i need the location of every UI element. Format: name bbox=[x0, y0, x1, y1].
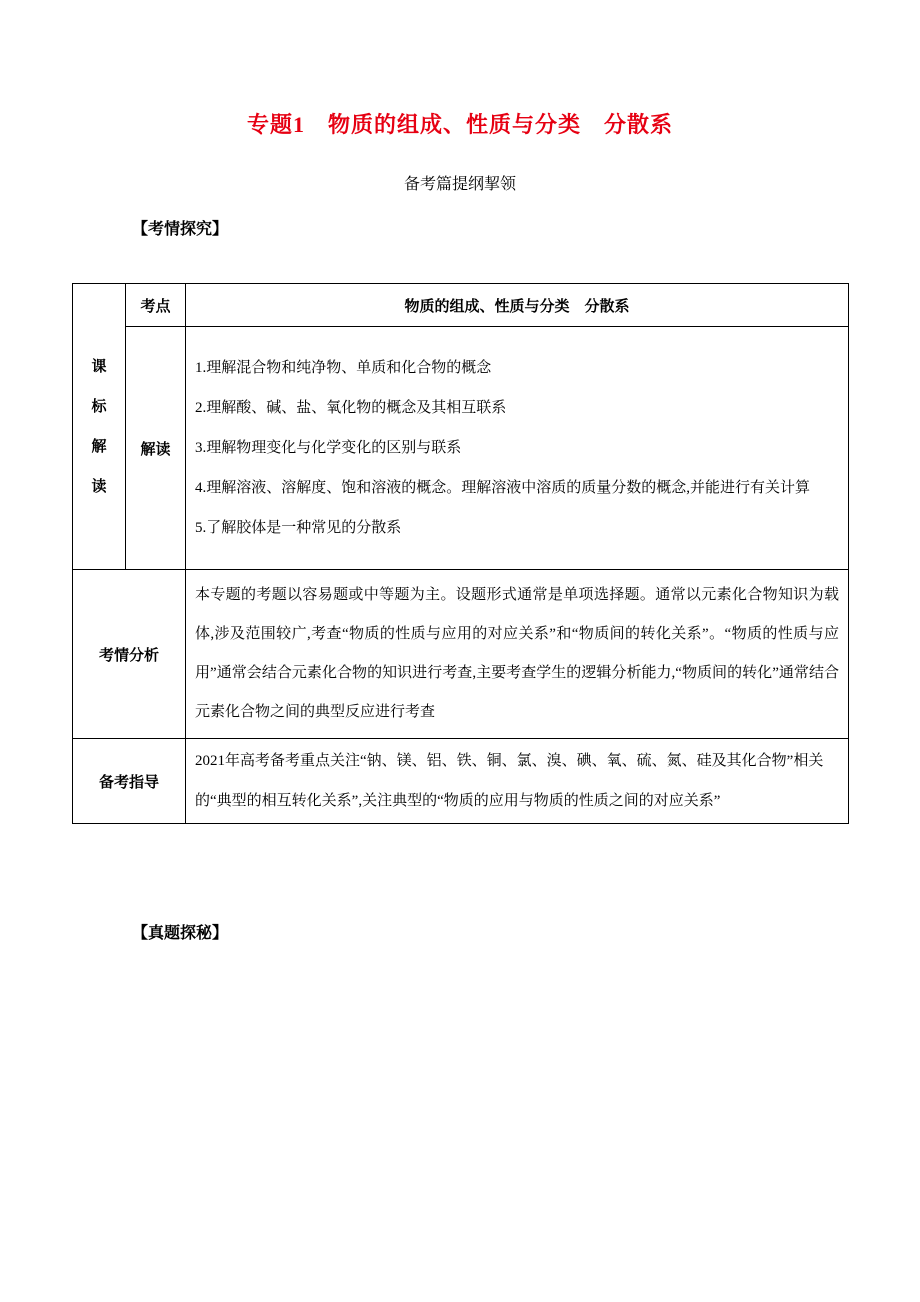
interpretation-list bbox=[187, 344, 847, 552]
exam-analysis-content: 本专题的考题以容易题或中等题为主。设题形式通常是单项选择题。通常以元素化合物知识为载体,涉及范围较广,考查“物质的性质与应用的对应关系”和“物质间的转化关系”。“物质的性质与应用”通常会结合元素化合物的知识进行考查,主要考查学生的逻辑分析能力,“物质间的转化”通常结合元素化合物之间的典型反应进行考查 bbox=[186, 570, 849, 739]
row-label-key-points: 考点 bbox=[126, 284, 186, 327]
page-subtitle: 备考篇提纲挈领 bbox=[403, 176, 516, 193]
section-heading-exam-research: 【考情探究】 bbox=[132, 221, 229, 238]
list-item: 5.了解胶体是一种常见的分散系 bbox=[195, 520, 402, 536]
row-label-exam-analysis: 考情分析 bbox=[73, 570, 186, 739]
row-label-preparation-guidance: 备考指导 bbox=[73, 739, 186, 824]
list-item: 4.理解溶液、溶解度、饱和溶液的概念。理解溶液中溶质的质量分数的概念,并能进行有关计算 bbox=[195, 480, 811, 496]
preparation-guidance-content: 2021年高考备考重点关注“钠、镁、铝、铁、铜、氯、溴、碘、氧、硫、氮、硅及其化合物”相关的“典型的相互转化关系”,关注典型的“物质的应用与物质的性质之间的对应关系” bbox=[186, 739, 849, 824]
row-group-label-curriculum-standard bbox=[73, 284, 126, 570]
exam-analysis-table bbox=[72, 283, 849, 824]
table-row bbox=[73, 570, 849, 739]
row-label-interpretation: 解读 bbox=[126, 327, 186, 570]
section-heading-real-questions: 【真题探秘】 bbox=[132, 925, 229, 942]
key-points-content: 物质的组成、性质与分类 分散系 bbox=[186, 284, 849, 327]
interpretation-content-cell bbox=[186, 327, 849, 570]
row-group-label-text: 课标解读 bbox=[91, 358, 107, 495]
list-item: 3.理解物理变化与化学变化的区别与联系 bbox=[195, 440, 462, 456]
page-title: 专题1 物质的组成、性质与分类 分散系 bbox=[246, 112, 673, 137]
table-row bbox=[73, 284, 849, 327]
list-item: 2.理解酸、碱、盐、氧化物的概念及其相互联系 bbox=[195, 400, 507, 416]
table-row bbox=[73, 327, 849, 570]
table-row bbox=[73, 739, 849, 824]
list-item: 1.理解混合物和纯净物、单质和化合物的概念 bbox=[195, 360, 492, 376]
